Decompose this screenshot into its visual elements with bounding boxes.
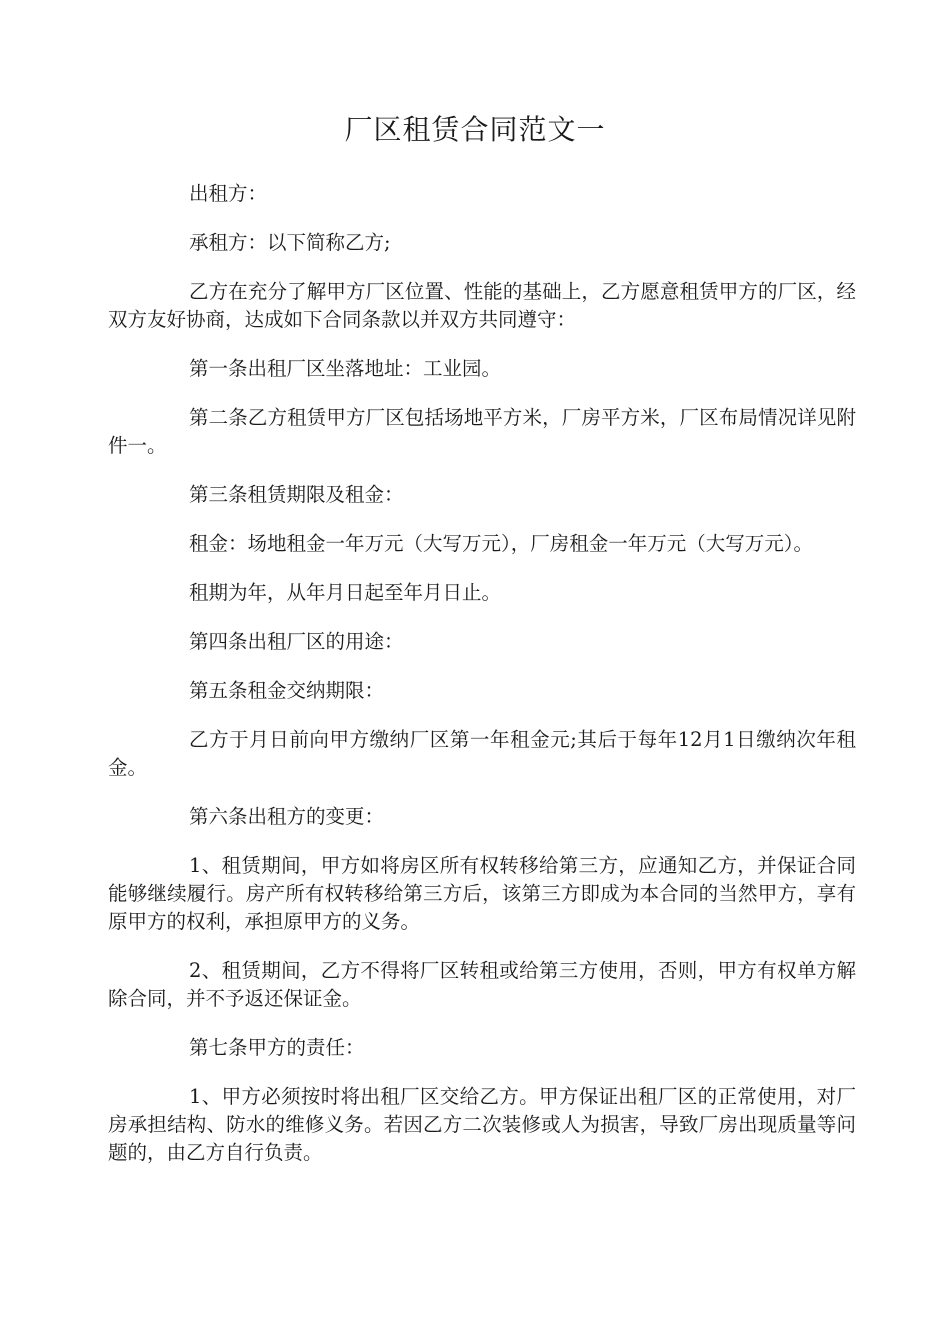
paragraph-article-1: 第一条出租厂区坐落地址：工业园。 — [189, 357, 502, 380]
document-body — [108, 180, 856, 1188]
paragraph-article-6-item-1: 1、租赁期间，甲方如将房区所有权转移给第三方，应通知乙方，并保证合同能够继续履行。房产所有权转移给第三方后，该第三方即成为本合同的当然甲方，享有原甲方的权利，承担原甲方的义务。 — [108, 854, 856, 933]
paragraph-article-4: 第四条出租厂区的用途： — [189, 630, 404, 653]
paragraph-article-3: 第三条租赁期限及租金： — [189, 483, 404, 506]
paragraph-article-7: 第七条甲方的责任： — [189, 1036, 365, 1059]
document-title: 厂区租赁合同范文一 — [344, 113, 606, 146]
paragraph-article-2: 第二条乙方租赁甲方厂区包括场地平方米，厂房平方米，厂区布局情况详见附件一。 — [108, 406, 856, 457]
paragraph-article-6: 第六条出租方的变更： — [189, 805, 385, 828]
paragraph-lessor: 出租方： — [189, 182, 268, 205]
paragraph-article-5: 第五条租金交纳期限： — [189, 679, 385, 702]
paragraph-lessee: 承租方：以下简称乙方; — [189, 231, 391, 254]
paragraph-preamble: 乙方在充分了解甲方厂区位置、性能的基础上，乙方愿意租赁甲方的厂区，经双方友好协商，达成如下合同条款以并双方共同遵守： — [108, 280, 856, 331]
paragraph-article-7-item-1: 1、甲方必须按时将出租厂区交给乙方。甲方保证出租厂区的正常使用，对厂房承担结构、防水的维修义务。若因乙方二次装修或人为损害，导致厂房出现质量等问题的，由乙方自行负责。 — [108, 1085, 856, 1164]
paragraph-term: 租期为年，从年月日起至年月日止。 — [189, 581, 502, 604]
paragraph-article-6-item-2: 2、租赁期间，乙方不得将厂区转租或给第三方使用，否则，甲方有权单方解除合同，并不予返还保证金。 — [108, 959, 856, 1010]
paragraph-payment: 乙方于月日前向甲方缴纳厂区第一年租金元;其后于每年12月1日缴纳次年租金。 — [108, 728, 856, 779]
paragraph-rent: 租金：场地租金一年万元（大写万元），厂房租金一年万元（大写万元）。 — [189, 532, 814, 555]
